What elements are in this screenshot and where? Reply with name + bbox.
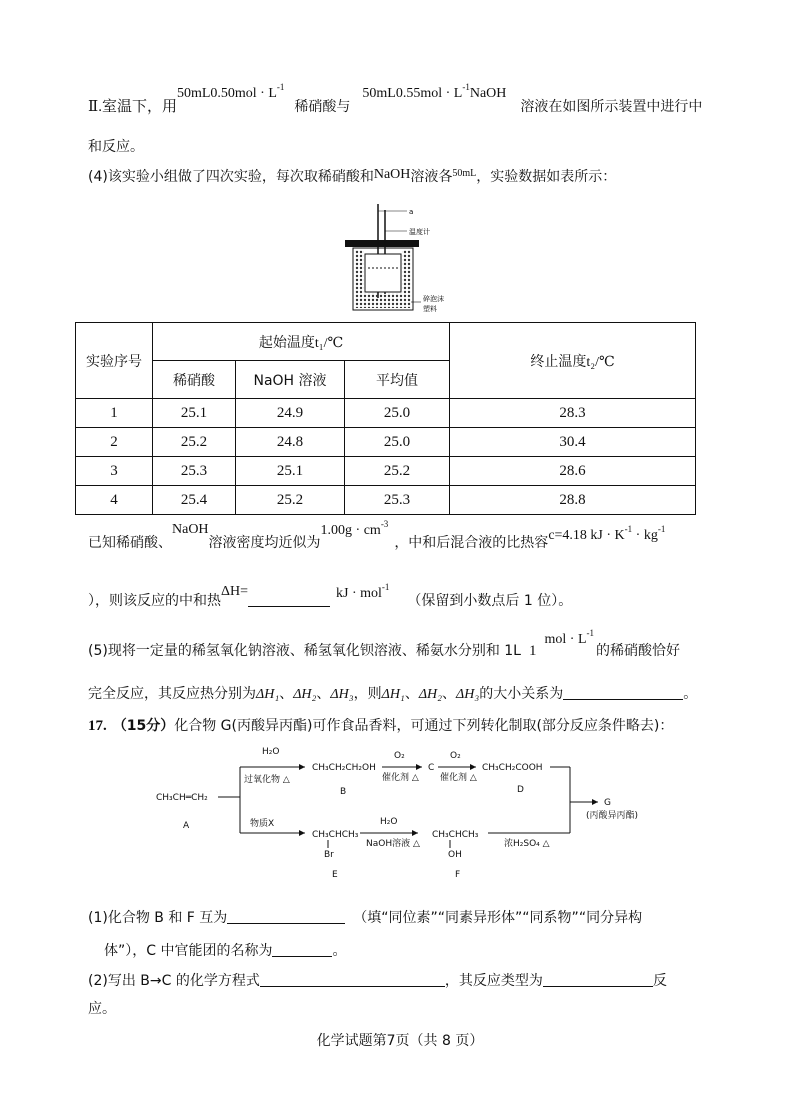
q17-1-line1: (1)化合物 B 和 F 互为 （填“同位素”“同素异形体”“同系物”“同分异构: [88, 910, 643, 926]
q5-line1: (5)现将一定量的稀氢氧化钠溶液、稀氢氧化钡溶液、稀氨水分别和 1L $1mol \cdot L^{-1}$的稀硝酸恰好: [88, 628, 680, 659]
label-G-name: (丙酸异丙酯): [586, 811, 639, 821]
compound-G: G: [604, 798, 611, 808]
part2-suffix: 溶液在如图所示装置中进行中: [520, 99, 703, 115]
answer-blank-functional-group[interactable]: [272, 942, 332, 957]
answer-blank-reaction-type[interactable]: [543, 972, 653, 987]
known-line: 已知稀硝酸、NaOH溶液密度均近似为$1.00g \cdot cm^{-3}$，中和后混合液的比热容c=4.18 kJ · $K^{-1} \cdot kg^{-1}$: [88, 519, 666, 551]
part2-line1: [88, 82, 703, 116]
acid-name: 稀硝酸与: [294, 99, 351, 115]
label-E: E: [332, 870, 338, 880]
header-start-temp: 起始温度t₁/℃: [153, 323, 450, 361]
dh-line: ），则该反应的中和热ΔH= kJ · mol$^{-1}$（保留到小数点后 1 位）。: [88, 582, 573, 609]
answer-blank-q5[interactable]: [563, 685, 683, 700]
data-table: [75, 322, 696, 515]
cond-h2so4: 浓H₂SO₄ △: [504, 839, 550, 849]
table-row: 4 25.4 25.2 25.3 28.8: [76, 486, 696, 515]
header-end-temp: 终止温度t₂/℃: [450, 323, 696, 399]
header-acid: 稀硝酸: [153, 361, 236, 399]
table-row: 1 25.1 24.9 25.0 28.3: [76, 399, 696, 428]
answer-blank-dh[interactable]: [248, 592, 330, 607]
reagent-water-top: H₂O: [262, 747, 280, 757]
cond-cat-1: 催化剂 △: [382, 773, 419, 783]
header-avg: 平均值: [345, 361, 450, 399]
compound-E-sub: Br: [324, 850, 334, 860]
reagent-X: 物质X: [250, 819, 275, 829]
q5-line2: 完全反应，其反应热分别为ΔH₁、ΔH₂、ΔH₃，则ΔH₁、ΔH₂、ΔH₃的大小关系为 。: [88, 686, 698, 702]
q17-2-line1: (2)写出 B→C 的化学方程式 ，其反应类型为 反: [88, 973, 667, 989]
page-footer: 化学试题第7页（共 8 页）: [316, 1033, 484, 1049]
heat-capacity: c=4.18 kJ · $K^{-1} \cdot kg^{-1}$: [548, 524, 666, 543]
compound-D: CH₃CH₂COOH: [482, 763, 543, 773]
cond-peroxide: 过氧化物 △: [244, 775, 290, 785]
compound-F-sub: OH: [448, 850, 462, 860]
compound-F: CH₃CHCH₃: [432, 830, 479, 840]
density-value: $1.00g \cdot cm^{-3}$: [320, 519, 389, 538]
compound-C: C: [428, 763, 435, 773]
part2-prefix: Ⅱ.室温下，用: [88, 99, 177, 115]
label-F: F: [455, 870, 461, 880]
table-row: 3 25.3 25.1 25.2 28.6: [76, 457, 696, 486]
inner-beaker: [365, 254, 401, 292]
header-index: 实验序号: [76, 323, 153, 399]
part2-line2: 和反应。: [88, 139, 144, 155]
cond-naoh: NaOH溶液 △: [366, 839, 420, 849]
q4-line: (4)该实验小组做了四次实验，每次取稀硝酸和NaOH溶液各$^{50mL}$，实验数据如表所示：: [88, 167, 617, 185]
label-foam: 碎泡沫: [423, 295, 444, 303]
label-B: B: [340, 787, 347, 797]
reaction-scheme: [150, 740, 660, 890]
cond-cat-2: 催化剂 △: [440, 773, 477, 783]
q17-2-line2: 应。: [88, 1001, 116, 1017]
label-thermometer: 温度计: [409, 228, 430, 236]
calorimeter-diagram: [335, 198, 455, 318]
answer-blank-equation[interactable]: [260, 972, 445, 987]
reagent-water-bottom: H₂O: [380, 817, 398, 827]
dh-unit: kJ · mol$^{-1}$: [336, 582, 390, 601]
label-A: A: [183, 821, 190, 831]
table-row: 2 25.2 24.8 25.0 30.4: [76, 428, 696, 457]
label-a: a: [409, 208, 414, 216]
compound-B: CH₃CH₂CH₂OH: [312, 763, 376, 773]
base-amount: $50mL0.55mol \cdot L^{-1}NaOH$: [362, 82, 507, 101]
label-D: D: [517, 785, 524, 795]
q17-heading: 17. （15分）化合物 G(丙酸异丙酯)可作食品香料，可通过下列转化制取(部分反应条件略去)：: [88, 718, 674, 734]
compound-A: CH₃CH═CH₂: [156, 793, 208, 803]
q17-1-line2: 体”），C 中官能团的名称为 。: [104, 943, 347, 959]
acid-amount: $50mL0.50mol \cdot L^{-1}$: [176, 82, 285, 101]
header-naoh: NaOH 溶液: [236, 361, 345, 399]
reagent-o2-1: O₂: [394, 751, 405, 761]
reagent-o2-2: O₂: [450, 751, 461, 761]
compound-E: CH₃CHCH₃: [312, 830, 359, 840]
q5-unit: mol · $L^{-1}$: [544, 628, 594, 647]
answer-blank-relation[interactable]: [227, 909, 345, 924]
lid: [345, 240, 419, 247]
label-foam-2: 塑料: [423, 305, 437, 313]
